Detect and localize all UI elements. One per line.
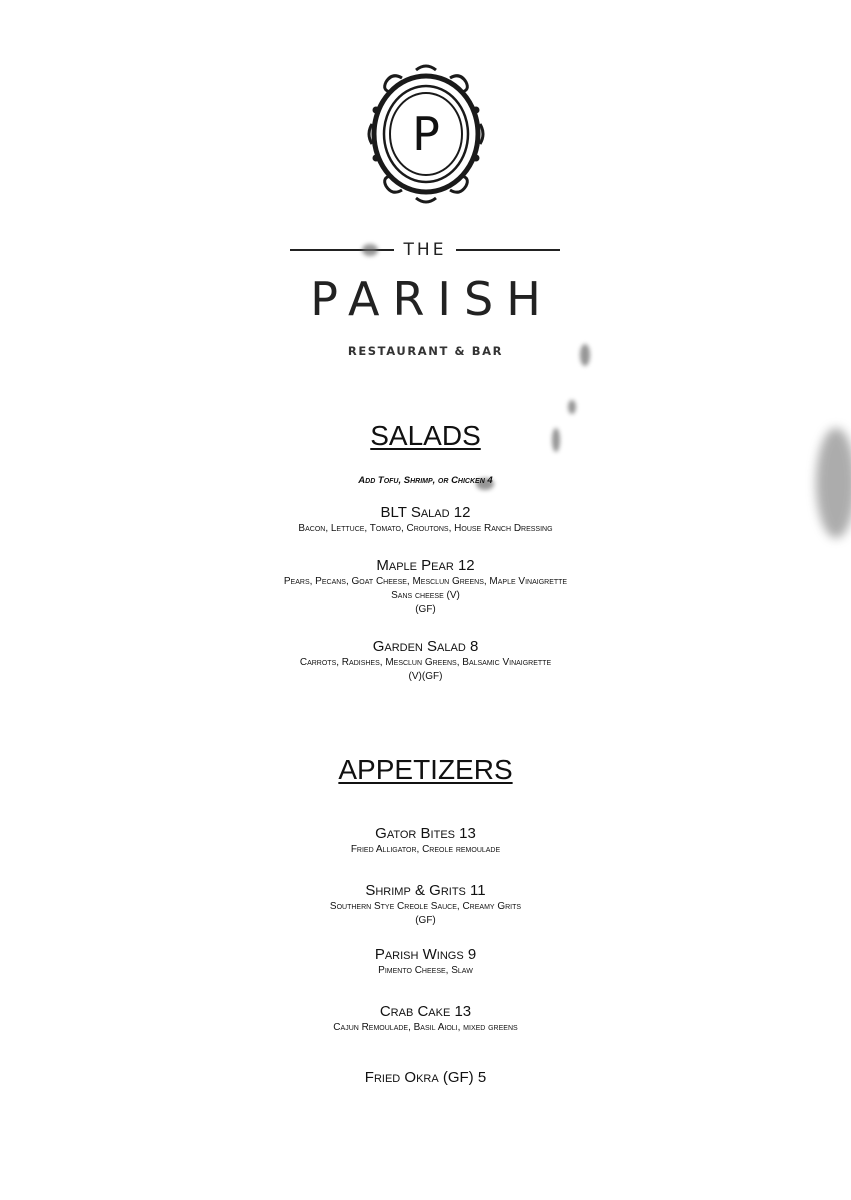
the-label: THE — [403, 240, 447, 260]
item-description: Cajun Remoulade, Basil Aioli, mixed greens — [333, 1022, 518, 1033]
menu-item — [0, 1068, 851, 1087]
logo-letter: P — [412, 107, 440, 161]
item-name: Gator Bites 13 — [375, 825, 476, 842]
item-name: Parish Wings 9 — [374, 946, 477, 963]
right-rule — [456, 249, 560, 251]
stain-mark — [568, 400, 576, 414]
menu-item — [0, 881, 851, 928]
item-description: Bacon, Lettuce, Tomato, Croutons, House Ranch Dressing — [298, 523, 553, 534]
item-description: Southern Stye Creole Sauce, Creamy Grits — [329, 901, 522, 912]
stain-mark — [580, 344, 590, 366]
item-description: (GF) — [415, 604, 436, 615]
parish-logo-emblem — [362, 64, 490, 204]
menu-item — [0, 945, 851, 978]
menu-item — [0, 824, 851, 857]
item-name: Fried Okra (GF) 5 — [364, 1069, 487, 1086]
menu-item — [0, 1002, 851, 1035]
item-name: Shrimp & Grits 11 — [365, 882, 486, 899]
brand-name: PARISH — [310, 272, 554, 326]
item-name: Maple Pear 12 — [376, 557, 475, 574]
stain-mark — [362, 244, 378, 256]
salads-add-on-note: Add Tofu, Shrimp, or Chicken 4 — [358, 475, 493, 486]
menu-item — [0, 503, 851, 536]
item-description: Fried Alligator, Creole remoulade — [350, 844, 501, 855]
item-name: BLT Salad 12 — [380, 504, 471, 521]
item-description: (V)(GF) — [408, 671, 443, 682]
menu-item — [0, 556, 851, 617]
section-title-appetizers: APPETIZERS — [338, 754, 513, 785]
item-description: Pimento Cheese, Slaw — [378, 965, 473, 976]
item-name: Garden Salad 8 — [372, 638, 479, 655]
the-header-row — [290, 238, 560, 262]
brand-tagline: RESTAURANT & BAR — [347, 344, 504, 358]
item-description: (GF) — [415, 915, 436, 926]
item-description: Carrots, Radishes, Mesclun Greens, Balsamic Vinaigrette — [299, 657, 552, 668]
item-name: Crab Cake 13 — [379, 1003, 472, 1020]
item-description: Pears, Pecans, Goat Cheese, Mesclun Greens, Maple Vinaigrette — [283, 576, 568, 587]
menu-item — [0, 637, 851, 684]
section-title-salads: SALADS — [370, 420, 481, 451]
item-description: Sans cheese (V) — [391, 590, 460, 601]
left-rule — [290, 249, 394, 251]
